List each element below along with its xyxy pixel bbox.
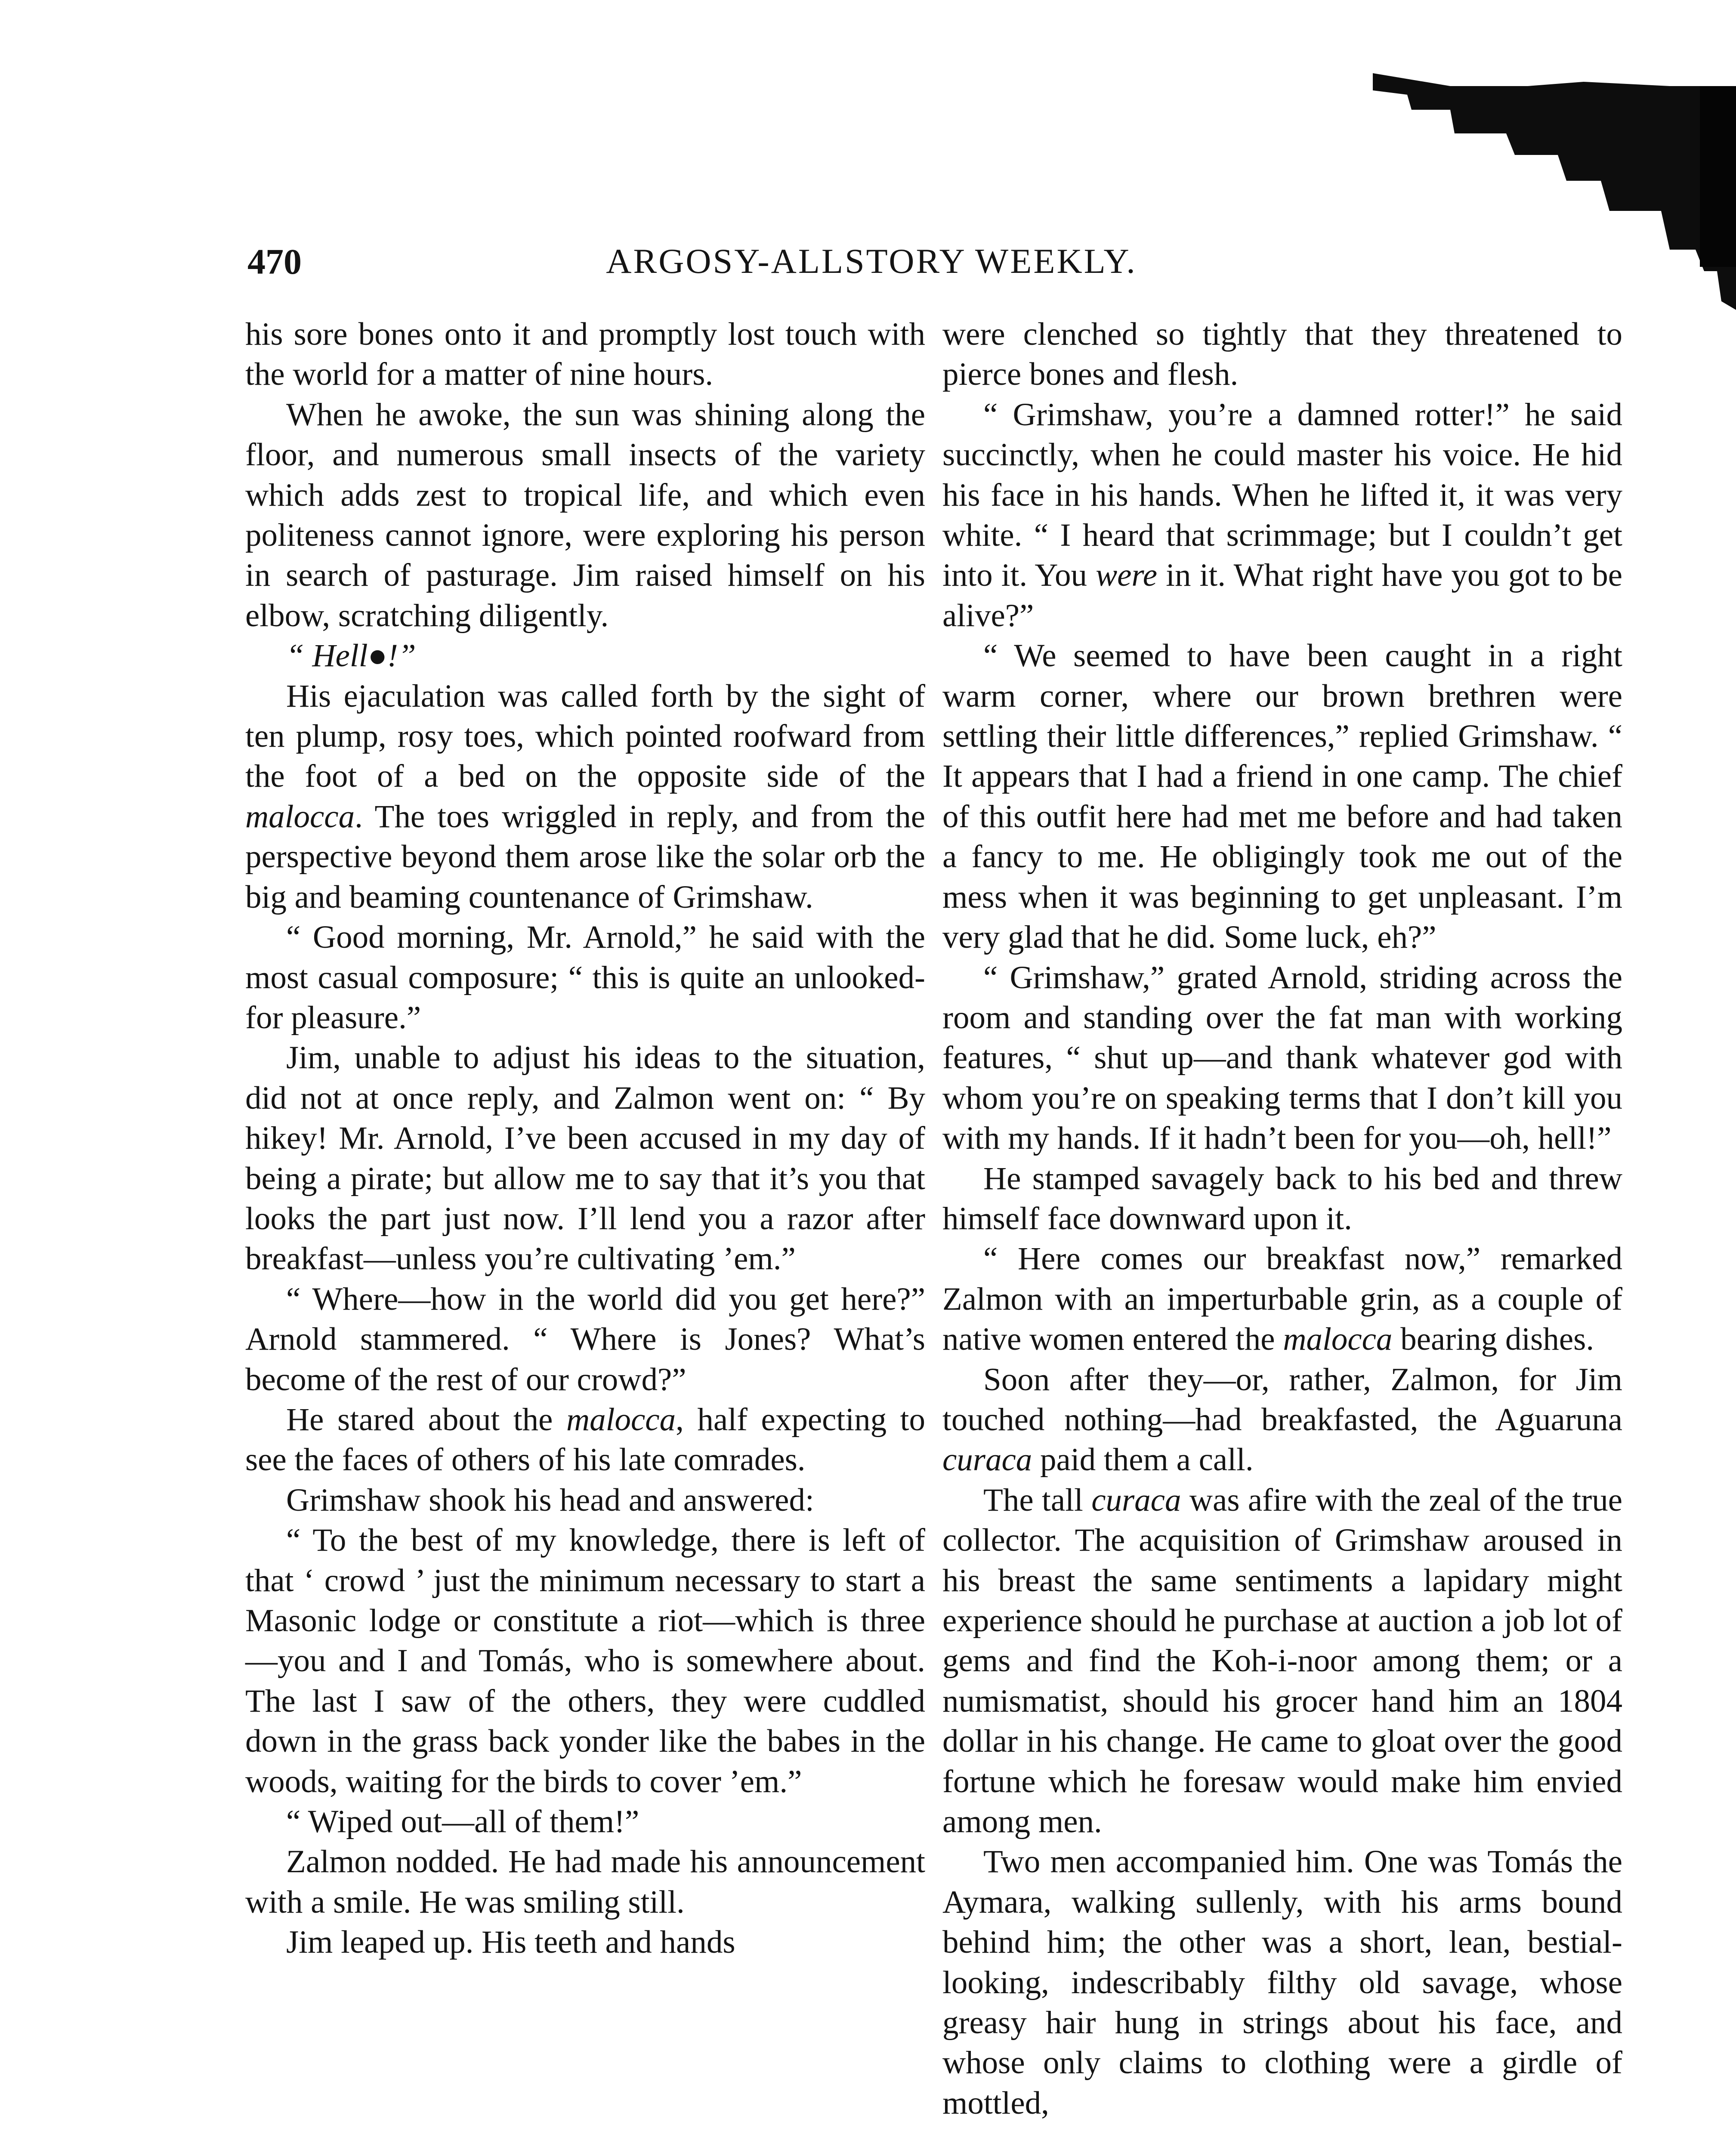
magazine-title: ARGOSY-ALLSTORY WEEKLY. [606,241,1137,281]
paragraph: were clenched so tightly that they threatened to pierce bones and flesh. [942,316,1622,393]
paragraph: When he awoke, the sun was shining along the floor, and numerous small insects of the variety which adds zest to tropical life, and which even politeness cannot ignore, were exploring his person in search of pasturage. Jim raised himself on his elbow, scratching diligently. [245,396,925,634]
paragraph [245,636,925,676]
paragraph: Grimshaw shook his head and answered: [286,1482,814,1518]
paragraph: “ To the best of my knowledge, there is left of that ‘ crowd ’ just the minimum necessary to start a Masonic lodge or constitute a riot—which is three—you and I and Tomás, who is somewhere about. The last I saw of the others, they were cuddled down in the grass back yonder like the babes in the woods, waiting for the birds to cover ’em.” [245,1522,925,1800]
paragraph: “ Where—how in the world did you get here?” Arnold stammered. “ Where is Jones? What’s become of the rest of our crowd?” [245,1281,925,1398]
paragraph: Jim, unable to adjust his ideas to the situation, did not at once reply, and Zalmon went on: “ By hikey! Mr. Arnold, I’ve been accused in my day of being a pirate; but allow me to say that it’s you that looks the part just now. I’ll lend you a razor after breakfast—unless you’re cultivating ’em.” [245,1040,925,1277]
paragraph: his sore bones onto it and promptly lost touch with the world for a matter of nine hours. [245,316,925,393]
right-column [942,314,1622,2123]
paragraph: “ Wiped out—all of them!” [286,1804,639,1840]
page-header [247,241,1655,288]
paragraph: “ Grimshaw, you’re a damned rotter!” he said succinctly, when he could master his voice. He hid his face in his hands. When he lifted it, it was very white. “ I heard that scrimmage; but I couldn’t get into it. You were in it. What right have you got to be alive?” [942,396,1622,634]
paragraph: “ We seemed to have been caught in a right warm corner, where our brown brethren were settling their little differences,” replied Grimshaw. “ It appears that I had a friend in one camp. The chief of this outfit here had met me before and had taken a fancy to me. He obligingly took me out of the mess when it was beginning to get unpleasant. I’m very glad that he did. Some luck, eh?” [942,638,1622,955]
left-column [245,314,925,1963]
paragraph: “ Here comes our breakfast now,” remarked Zalmon with an imperturbable grin, as a couple of native women entered the malocca bearing dishes. [942,1241,1622,1357]
paragraph: “ Grimshaw,” grated Arnold, striding across the room and standing over the fat man with working features, “ shut up—and thank whatever god with whom you’re on speaking terms that I don’t kill you with my hands. If it hadn’t been for you—oh, hell!” [942,959,1622,1156]
paragraph: Soon after they—or, rather, Zalmon, for Jim touched nothing—had breakfasted, the Aguaruna curaca paid them a call. [942,1361,1622,1478]
paragraph: He stared about the malocca, half expecting to see the faces of others of his late comrades. [245,1401,925,1478]
paragraph: Two men accompanied him. One was Tomás the Aymara, walking sullenly, with his arms bound behind him; the other was a short, lean, bestial-looking, indescribably filthy old savage, whose greasy hair hung in strings about his face, and whose only claims to clothing were a girdle of mottled, [942,1844,1622,2121]
paragraph: His ejaculation was called forth by the sight of ten plump, rosy toes, which pointed roofward from the foot of a bed on the opposite side of the malocca. The toes wriggled in reply, and from the perspective beyond them arose like the solar orb the big and beaming countenance of Grimshaw. [245,678,925,915]
paragraph: Jim leaped up. His teeth and hands [286,1924,735,1960]
page-number: 470 [247,242,302,282]
paragraph: Zalmon nodded. He had made his announcement with a smile. He was smiling still. [245,1844,925,1920]
paragraph: The tall curaca was afire with the zeal of the true collector. The acquisition of Grimshaw aroused in his breast the same sentiments a lapidary might experience should he purchase at auction a job lot of gems and find the Koh-i-noor among them; or a numismatist, should his grocer hand him an 1804 dollar in his change. He came to gloat over the good fortune which he foresaw would make him envied among men. [942,1482,1623,1840]
paragraph: He stamped savagely back to his bed and threw himself face downward upon it. [942,1160,1622,1237]
exclamation: “ Hell●!” [286,638,416,674]
paragraph: “ Good morning, Mr. Arnold,” he said with the most casual composure; “ this is quite an unlooked-for pleasure.” [245,919,925,1036]
